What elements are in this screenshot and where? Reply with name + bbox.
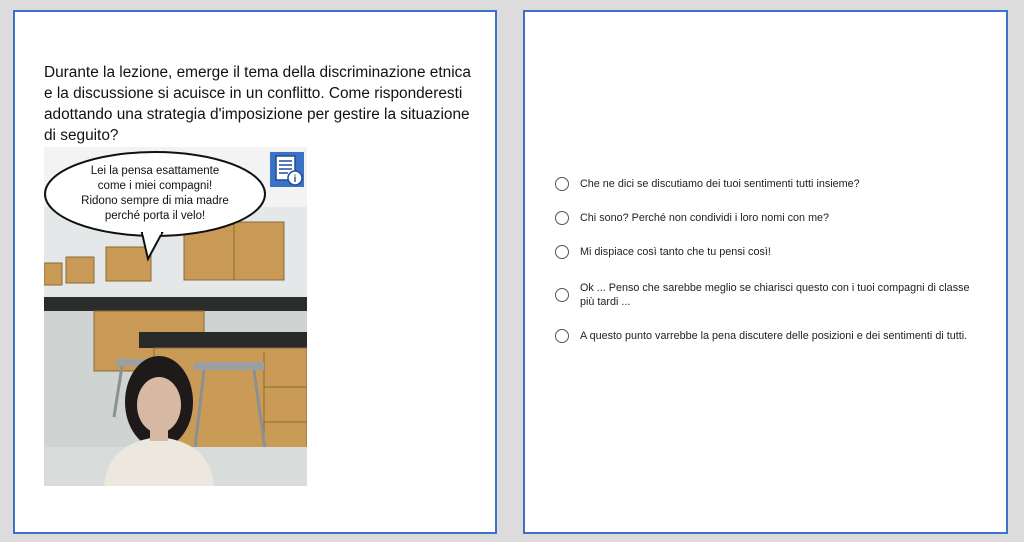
answer-label: Che ne dici se discutiamo dei tuoi sentimenti tutti insieme?: [580, 178, 860, 190]
speech-line: come i miei compagni!: [97, 180, 213, 192]
answer-label: A questo punto varrebbe la pena discutere delle posizioni e dei sentimenti di tutti.: [580, 330, 968, 342]
answer-option-3[interactable]: [555, 245, 985, 259]
document-info-icon[interactable]: [270, 152, 304, 187]
speech-bubble: [76, 164, 234, 224]
answer-option-5[interactable]: [555, 329, 985, 343]
speech-line: Ridono sempre di mia madre: [81, 195, 229, 207]
radio-button[interactable]: [555, 177, 569, 191]
svg-text:i: i: [293, 174, 297, 185]
answer-option-4[interactable]: [555, 281, 985, 309]
radio-button[interactable]: [555, 329, 569, 343]
answer-label: Mi dispiace così tanto che tu pensi così!: [580, 246, 771, 258]
speech-line: Lei la pensa esattamente: [90, 165, 220, 177]
radio-button[interactable]: [555, 245, 569, 259]
scene-illustration: [44, 147, 307, 486]
radio-button[interactable]: [555, 288, 569, 302]
answer-option-1[interactable]: [555, 177, 985, 191]
answer-label: Chi sono? Perché non condividi i loro nomi con me?: [580, 212, 830, 224]
answer-label: Ok ... Penso che sarebbe meglio se chiarisci questo con i tuoi compagni di classe più tardi ...: [580, 282, 970, 308]
question-card: [13, 10, 497, 534]
answer-option-2[interactable]: [555, 211, 985, 225]
radio-button[interactable]: [555, 211, 569, 225]
answer-card: [523, 10, 1008, 534]
speech-line: perché porta il velo!: [104, 210, 206, 222]
question-text: Durante la lezione, emerge il tema della discriminazione etnica e la discussione si acuisce in un conflitto. Come risponderesti adottando una strategia d'imposizione per gestire la situazione di seguito?: [44, 64, 471, 144]
